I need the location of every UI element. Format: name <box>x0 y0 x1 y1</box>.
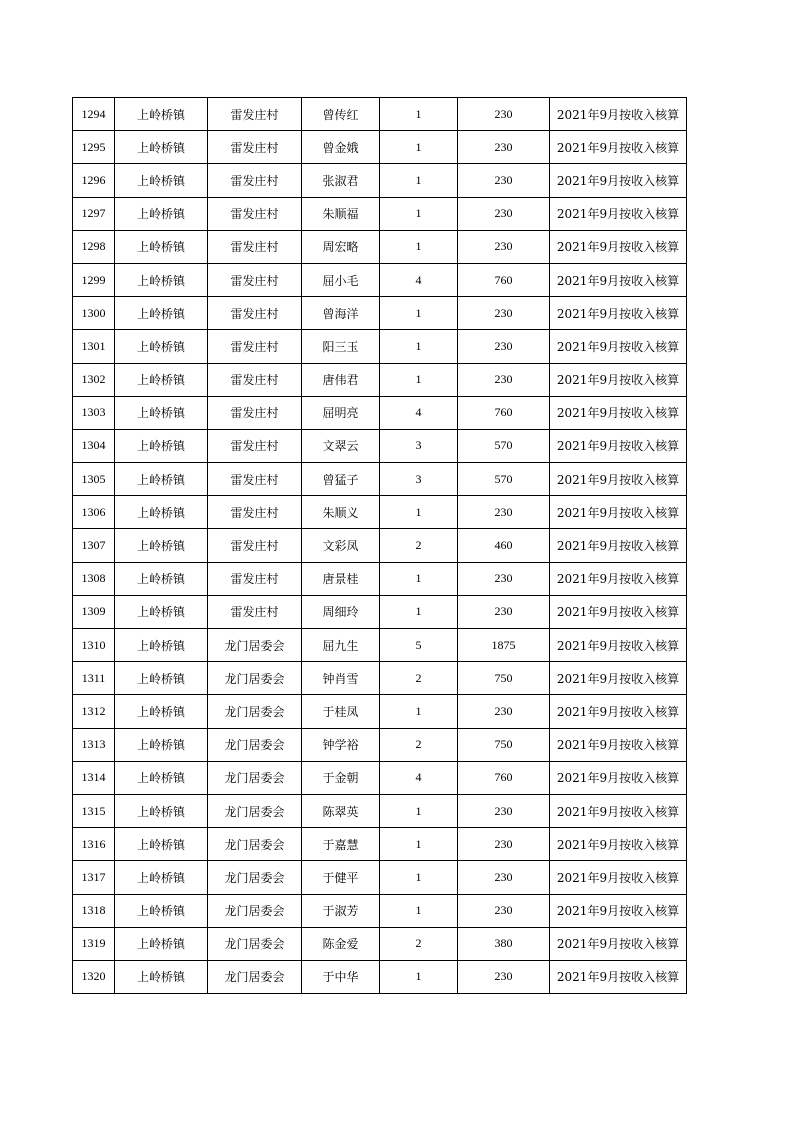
person-name-cell: 曾金娥 <box>302 131 380 164</box>
amount-cell: 750 <box>458 728 550 761</box>
village-cell: 雷发庄村 <box>208 396 302 429</box>
row-number-cell: 1315 <box>73 794 115 827</box>
amount-cell: 230 <box>458 828 550 861</box>
town-cell: 上岭桥镇 <box>115 297 208 330</box>
table-row <box>73 297 687 330</box>
row-number-cell: 1303 <box>73 396 115 429</box>
note-cell: 2021年9月按收入核算 <box>550 98 687 131</box>
note-cell: 2021年9月按收入核算 <box>550 861 687 894</box>
household-size-cell: 3 <box>380 463 458 496</box>
note-cell: 2021年9月按收入核算 <box>550 463 687 496</box>
household-size-cell: 1 <box>380 230 458 263</box>
note-cell: 2021年9月按收入核算 <box>550 429 687 462</box>
amount-cell: 230 <box>458 562 550 595</box>
amount-cell: 230 <box>458 330 550 363</box>
town-cell: 上岭桥镇 <box>115 330 208 363</box>
table-row <box>73 894 687 927</box>
table-row <box>73 761 687 794</box>
note-cell: 2021年9月按收入核算 <box>550 529 687 562</box>
town-cell: 上岭桥镇 <box>115 131 208 164</box>
person-name-cell: 钟肖雪 <box>302 662 380 695</box>
household-size-cell: 1 <box>380 695 458 728</box>
table-row <box>73 595 687 628</box>
table-row <box>73 662 687 695</box>
village-cell: 雷发庄村 <box>208 230 302 263</box>
amount-cell: 230 <box>458 131 550 164</box>
person-name-cell: 陈金爱 <box>302 927 380 960</box>
row-number-cell: 1313 <box>73 728 115 761</box>
row-number-cell: 1301 <box>73 330 115 363</box>
amount-cell: 570 <box>458 429 550 462</box>
row-number-cell: 1307 <box>73 529 115 562</box>
household-size-cell: 1 <box>380 164 458 197</box>
household-size-cell: 1 <box>380 363 458 396</box>
table-row <box>73 197 687 230</box>
person-name-cell: 曾猛子 <box>302 463 380 496</box>
amount-cell: 760 <box>458 263 550 296</box>
household-size-cell: 1 <box>380 131 458 164</box>
note-cell: 2021年9月按收入核算 <box>550 595 687 628</box>
person-name-cell: 屈九生 <box>302 629 380 662</box>
village-cell: 雷发庄村 <box>208 595 302 628</box>
row-number-cell: 1300 <box>73 297 115 330</box>
table-row <box>73 98 687 131</box>
row-number-cell: 1294 <box>73 98 115 131</box>
row-number-cell: 1304 <box>73 429 115 462</box>
note-cell: 2021年9月按收入核算 <box>550 695 687 728</box>
note-cell: 2021年9月按收入核算 <box>550 131 687 164</box>
table-row <box>73 429 687 462</box>
amount-cell: 1875 <box>458 629 550 662</box>
note-cell: 2021年9月按收入核算 <box>550 230 687 263</box>
town-cell: 上岭桥镇 <box>115 761 208 794</box>
note-cell: 2021年9月按收入核算 <box>550 960 687 993</box>
village-cell: 雷发庄村 <box>208 330 302 363</box>
village-cell: 雷发庄村 <box>208 429 302 462</box>
amount-cell: 750 <box>458 662 550 695</box>
person-name-cell: 唐伟君 <box>302 363 380 396</box>
village-cell: 龙门居委会 <box>208 695 302 728</box>
row-number-cell: 1319 <box>73 927 115 960</box>
person-name-cell: 阳三玉 <box>302 330 380 363</box>
person-name-cell: 曾海洋 <box>302 297 380 330</box>
person-name-cell: 钟学裕 <box>302 728 380 761</box>
household-size-cell: 1 <box>380 960 458 993</box>
note-cell: 2021年9月按收入核算 <box>550 396 687 429</box>
amount-cell: 230 <box>458 98 550 131</box>
household-size-cell: 1 <box>380 794 458 827</box>
row-number-cell: 1306 <box>73 496 115 529</box>
person-name-cell: 周宏略 <box>302 230 380 263</box>
amount-cell: 760 <box>458 396 550 429</box>
town-cell: 上岭桥镇 <box>115 429 208 462</box>
amount-cell: 570 <box>458 463 550 496</box>
table-row <box>73 861 687 894</box>
row-number-cell: 1308 <box>73 562 115 595</box>
note-cell: 2021年9月按收入核算 <box>550 164 687 197</box>
table-row <box>73 695 687 728</box>
row-number-cell: 1302 <box>73 363 115 396</box>
person-name-cell: 唐景桂 <box>302 562 380 595</box>
household-size-cell: 1 <box>380 828 458 861</box>
town-cell: 上岭桥镇 <box>115 828 208 861</box>
household-size-cell: 1 <box>380 297 458 330</box>
amount-cell: 230 <box>458 794 550 827</box>
table-row <box>73 330 687 363</box>
village-cell: 雷发庄村 <box>208 496 302 529</box>
amount-cell: 230 <box>458 861 550 894</box>
household-size-cell: 1 <box>380 496 458 529</box>
row-number-cell: 1296 <box>73 164 115 197</box>
person-name-cell: 于金朝 <box>302 761 380 794</box>
household-size-cell: 2 <box>380 662 458 695</box>
table-row <box>73 230 687 263</box>
village-cell: 雷发庄村 <box>208 131 302 164</box>
village-cell: 龙门居委会 <box>208 761 302 794</box>
household-size-cell: 1 <box>380 861 458 894</box>
village-cell: 雷发庄村 <box>208 98 302 131</box>
village-cell: 龙门居委会 <box>208 794 302 827</box>
note-cell: 2021年9月按收入核算 <box>550 761 687 794</box>
household-size-cell: 2 <box>380 728 458 761</box>
row-number-cell: 1320 <box>73 960 115 993</box>
household-size-cell: 2 <box>380 927 458 960</box>
table-row <box>73 363 687 396</box>
town-cell: 上岭桥镇 <box>115 496 208 529</box>
village-cell: 雷发庄村 <box>208 463 302 496</box>
row-number-cell: 1318 <box>73 894 115 927</box>
table-row <box>73 529 687 562</box>
table-row <box>73 263 687 296</box>
village-cell: 雷发庄村 <box>208 562 302 595</box>
person-name-cell: 朱顺义 <box>302 496 380 529</box>
note-cell: 2021年9月按收入核算 <box>550 894 687 927</box>
village-cell: 龙门居委会 <box>208 662 302 695</box>
person-name-cell: 于桂凤 <box>302 695 380 728</box>
row-number-cell: 1311 <box>73 662 115 695</box>
town-cell: 上岭桥镇 <box>115 595 208 628</box>
row-number-cell: 1317 <box>73 861 115 894</box>
note-cell: 2021年9月按收入核算 <box>550 828 687 861</box>
town-cell: 上岭桥镇 <box>115 230 208 263</box>
person-name-cell: 曾传红 <box>302 98 380 131</box>
person-name-cell: 于淑芳 <box>302 894 380 927</box>
note-cell: 2021年9月按收入核算 <box>550 363 687 396</box>
note-cell: 2021年9月按收入核算 <box>550 728 687 761</box>
table-row <box>73 794 687 827</box>
village-cell: 雷发庄村 <box>208 197 302 230</box>
amount-cell: 230 <box>458 894 550 927</box>
village-cell: 龙门居委会 <box>208 894 302 927</box>
household-size-cell: 1 <box>380 197 458 230</box>
person-name-cell: 陈翠英 <box>302 794 380 827</box>
town-cell: 上岭桥镇 <box>115 164 208 197</box>
amount-cell: 230 <box>458 197 550 230</box>
amount-cell: 230 <box>458 297 550 330</box>
town-cell: 上岭桥镇 <box>115 894 208 927</box>
household-size-cell: 2 <box>380 529 458 562</box>
allowance-table <box>72 97 687 994</box>
person-name-cell: 朱顺福 <box>302 197 380 230</box>
table-row <box>73 828 687 861</box>
village-cell: 雷发庄村 <box>208 297 302 330</box>
town-cell: 上岭桥镇 <box>115 529 208 562</box>
household-size-cell: 1 <box>380 562 458 595</box>
household-size-cell: 5 <box>380 629 458 662</box>
table-row <box>73 463 687 496</box>
household-size-cell: 4 <box>380 263 458 296</box>
amount-cell: 760 <box>458 761 550 794</box>
town-cell: 上岭桥镇 <box>115 927 208 960</box>
amount-cell: 460 <box>458 529 550 562</box>
amount-cell: 230 <box>458 164 550 197</box>
household-size-cell: 1 <box>380 330 458 363</box>
table-row <box>73 927 687 960</box>
person-name-cell: 屈小毛 <box>302 263 380 296</box>
household-size-cell: 4 <box>380 396 458 429</box>
row-number-cell: 1314 <box>73 761 115 794</box>
person-name-cell: 文彩凤 <box>302 529 380 562</box>
town-cell: 上岭桥镇 <box>115 98 208 131</box>
table-row <box>73 629 687 662</box>
row-number-cell: 1312 <box>73 695 115 728</box>
person-name-cell: 周细玲 <box>302 595 380 628</box>
note-cell: 2021年9月按收入核算 <box>550 297 687 330</box>
row-number-cell: 1310 <box>73 629 115 662</box>
table-row <box>73 164 687 197</box>
town-cell: 上岭桥镇 <box>115 463 208 496</box>
note-cell: 2021年9月按收入核算 <box>550 197 687 230</box>
village-cell: 雷发庄村 <box>208 263 302 296</box>
village-cell: 雷发庄村 <box>208 529 302 562</box>
town-cell: 上岭桥镇 <box>115 562 208 595</box>
amount-cell: 230 <box>458 496 550 529</box>
village-cell: 龙门居委会 <box>208 728 302 761</box>
town-cell: 上岭桥镇 <box>115 695 208 728</box>
note-cell: 2021年9月按收入核算 <box>550 263 687 296</box>
note-cell: 2021年9月按收入核算 <box>550 927 687 960</box>
table-body <box>73 98 687 994</box>
household-size-cell: 3 <box>380 429 458 462</box>
note-cell: 2021年9月按收入核算 <box>550 662 687 695</box>
person-name-cell: 屈明亮 <box>302 396 380 429</box>
amount-cell: 230 <box>458 595 550 628</box>
town-cell: 上岭桥镇 <box>115 396 208 429</box>
row-number-cell: 1309 <box>73 595 115 628</box>
household-size-cell: 4 <box>380 761 458 794</box>
village-cell: 龙门居委会 <box>208 960 302 993</box>
village-cell: 龙门居委会 <box>208 828 302 861</box>
town-cell: 上岭桥镇 <box>115 861 208 894</box>
note-cell: 2021年9月按收入核算 <box>550 496 687 529</box>
town-cell: 上岭桥镇 <box>115 794 208 827</box>
village-cell: 雷发庄村 <box>208 363 302 396</box>
note-cell: 2021年9月按收入核算 <box>550 794 687 827</box>
person-name-cell: 于嘉慧 <box>302 828 380 861</box>
village-cell: 龙门居委会 <box>208 927 302 960</box>
amount-cell: 230 <box>458 230 550 263</box>
town-cell: 上岭桥镇 <box>115 263 208 296</box>
amount-cell: 230 <box>458 960 550 993</box>
town-cell: 上岭桥镇 <box>115 960 208 993</box>
note-cell: 2021年9月按收入核算 <box>550 330 687 363</box>
note-cell: 2021年9月按收入核算 <box>550 562 687 595</box>
person-name-cell: 文翠云 <box>302 429 380 462</box>
village-cell: 雷发庄村 <box>208 164 302 197</box>
person-name-cell: 于健平 <box>302 861 380 894</box>
town-cell: 上岭桥镇 <box>115 197 208 230</box>
row-number-cell: 1299 <box>73 263 115 296</box>
town-cell: 上岭桥镇 <box>115 662 208 695</box>
amount-cell: 380 <box>458 927 550 960</box>
town-cell: 上岭桥镇 <box>115 629 208 662</box>
table-row <box>73 496 687 529</box>
note-cell: 2021年9月按收入核算 <box>550 629 687 662</box>
village-cell: 龙门居委会 <box>208 629 302 662</box>
row-number-cell: 1297 <box>73 197 115 230</box>
town-cell: 上岭桥镇 <box>115 728 208 761</box>
town-cell: 上岭桥镇 <box>115 363 208 396</box>
row-number-cell: 1316 <box>73 828 115 861</box>
household-size-cell: 1 <box>380 894 458 927</box>
person-name-cell: 张淑君 <box>302 164 380 197</box>
table-row <box>73 396 687 429</box>
row-number-cell: 1305 <box>73 463 115 496</box>
row-number-cell: 1295 <box>73 131 115 164</box>
table-row <box>73 960 687 993</box>
table-row <box>73 131 687 164</box>
village-cell: 龙门居委会 <box>208 861 302 894</box>
household-size-cell: 1 <box>380 595 458 628</box>
table-row <box>73 728 687 761</box>
amount-cell: 230 <box>458 695 550 728</box>
person-name-cell: 于中华 <box>302 960 380 993</box>
household-size-cell: 1 <box>380 98 458 131</box>
table-row <box>73 562 687 595</box>
amount-cell: 230 <box>458 363 550 396</box>
row-number-cell: 1298 <box>73 230 115 263</box>
